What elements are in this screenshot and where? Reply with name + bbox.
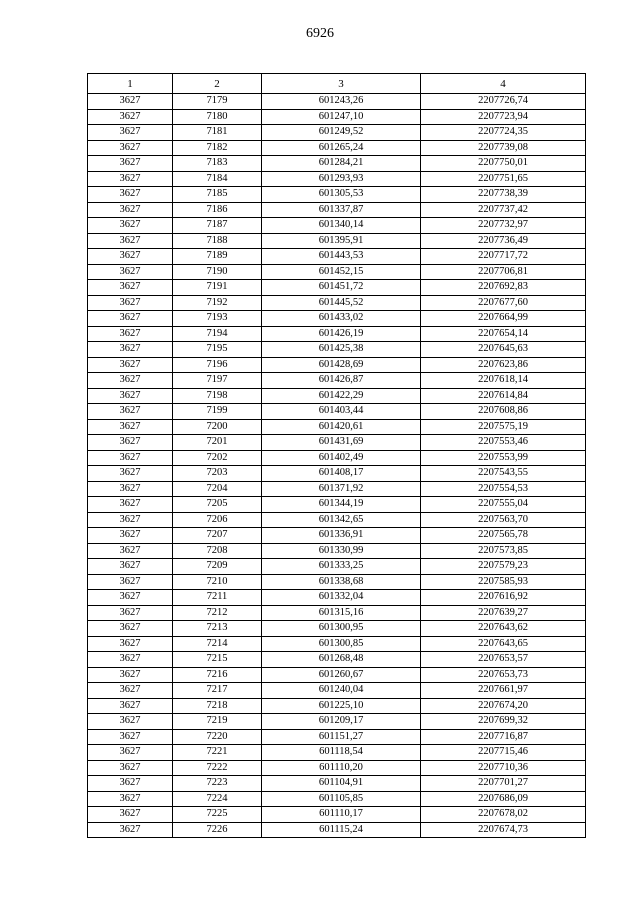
table-cell: 601315,16 <box>262 605 421 621</box>
table-cell: 601293,93 <box>262 171 421 187</box>
table-cell: 601240,04 <box>262 683 421 699</box>
table-cell: 3627 <box>88 791 173 807</box>
table-cell: 3627 <box>88 760 173 776</box>
table-row <box>88 373 586 389</box>
table-cell: 3627 <box>88 295 173 311</box>
table-cell: 7198 <box>173 388 262 404</box>
table-cell: 2207674,73 <box>421 822 586 838</box>
table-cell: 2207677,60 <box>421 295 586 311</box>
table-cell: 601402,49 <box>262 450 421 466</box>
table-cell: 7208 <box>173 543 262 559</box>
table-row <box>88 574 586 590</box>
table-cell: 601268,48 <box>262 652 421 668</box>
table-row <box>88 156 586 172</box>
table-cell: 3627 <box>88 404 173 420</box>
table-cell: 2207653,57 <box>421 652 586 668</box>
table-cell: 7209 <box>173 559 262 575</box>
table-cell: 7211 <box>173 590 262 606</box>
table-cell: 2207575,19 <box>421 419 586 435</box>
table-cell: 3627 <box>88 636 173 652</box>
table-cell: 3627 <box>88 574 173 590</box>
table-cell: 601452,15 <box>262 264 421 280</box>
table-row <box>88 280 586 296</box>
table-cell: 2207661,97 <box>421 683 586 699</box>
table-cell: 2207724,35 <box>421 125 586 141</box>
table-cell: 601340,14 <box>262 218 421 234</box>
table-cell: 601151,27 <box>262 729 421 745</box>
column-header: 3 <box>262 74 421 94</box>
table-cell: 2207585,93 <box>421 574 586 590</box>
table-cell: 2207692,83 <box>421 280 586 296</box>
table-row <box>88 202 586 218</box>
table-cell: 2207554,53 <box>421 481 586 497</box>
table-cell: 601408,17 <box>262 466 421 482</box>
table-cell: 2207643,65 <box>421 636 586 652</box>
table-cell: 7221 <box>173 745 262 761</box>
table-cell: 601105,85 <box>262 791 421 807</box>
table-cell: 601445,52 <box>262 295 421 311</box>
table-cell: 3627 <box>88 543 173 559</box>
table-cell: 601443,53 <box>262 249 421 265</box>
table-cell: 2207710,36 <box>421 760 586 776</box>
table-cell: 3627 <box>88 187 173 203</box>
table-cell: 601426,19 <box>262 326 421 342</box>
table-cell: 601403,44 <box>262 404 421 420</box>
table-cell: 7224 <box>173 791 262 807</box>
table-row <box>88 311 586 327</box>
table-cell: 2207664,99 <box>421 311 586 327</box>
table-cell: 3627 <box>88 156 173 172</box>
table-cell: 7201 <box>173 435 262 451</box>
table-cell: 3627 <box>88 435 173 451</box>
table-cell: 2207723,94 <box>421 109 586 125</box>
table-cell: 7205 <box>173 497 262 513</box>
table-cell: 2207639,27 <box>421 605 586 621</box>
table-cell: 2207555,04 <box>421 497 586 513</box>
table-row <box>88 295 586 311</box>
table-cell: 2207614,84 <box>421 388 586 404</box>
table-cell: 601260,67 <box>262 667 421 683</box>
table-cell: 2207751,65 <box>421 171 586 187</box>
table-cell: 7191 <box>173 280 262 296</box>
table-cell: 2207618,14 <box>421 373 586 389</box>
table-cell: 2207706,81 <box>421 264 586 280</box>
table-cell: 2207645,63 <box>421 342 586 358</box>
table-cell: 3627 <box>88 714 173 730</box>
table-cell: 3627 <box>88 249 173 265</box>
table-cell: 7225 <box>173 807 262 823</box>
table-row <box>88 435 586 451</box>
table-row <box>88 760 586 776</box>
table-cell: 7182 <box>173 140 262 156</box>
table-row <box>88 590 586 606</box>
table-cell: 3627 <box>88 94 173 110</box>
table-row <box>88 233 586 249</box>
table-cell: 2207553,99 <box>421 450 586 466</box>
table-cell: 7213 <box>173 621 262 637</box>
table-cell: 601110,20 <box>262 760 421 776</box>
table-cell: 2207654,14 <box>421 326 586 342</box>
table-cell: 3627 <box>88 822 173 838</box>
table-cell: 601422,29 <box>262 388 421 404</box>
table-cell: 3627 <box>88 559 173 575</box>
table-cell: 7187 <box>173 218 262 234</box>
table-row <box>88 543 586 559</box>
table-cell: 601428,69 <box>262 357 421 373</box>
table-cell: 3627 <box>88 342 173 358</box>
table-cell: 7223 <box>173 776 262 792</box>
table-cell: 7181 <box>173 125 262 141</box>
table-cell: 3627 <box>88 357 173 373</box>
table-cell: 2207616,92 <box>421 590 586 606</box>
table-cell: 7183 <box>173 156 262 172</box>
table-cell: 3627 <box>88 807 173 823</box>
table-body <box>88 94 586 838</box>
table-row <box>88 528 586 544</box>
table-cell: 2207674,20 <box>421 698 586 714</box>
table-cell: 2207686,09 <box>421 791 586 807</box>
table-row <box>88 249 586 265</box>
table-cell: 3627 <box>88 729 173 745</box>
table-cell: 2207699,32 <box>421 714 586 730</box>
table-cell: 7196 <box>173 357 262 373</box>
table-cell: 2207739,08 <box>421 140 586 156</box>
table-row <box>88 140 586 156</box>
table-cell: 3627 <box>88 373 173 389</box>
table-cell: 3627 <box>88 233 173 249</box>
table-cell: 2207716,87 <box>421 729 586 745</box>
table-cell: 601249,52 <box>262 125 421 141</box>
table-cell: 3627 <box>88 264 173 280</box>
table-row <box>88 187 586 203</box>
table-cell: 601243,26 <box>262 94 421 110</box>
table-cell: 601332,04 <box>262 590 421 606</box>
table-cell: 7190 <box>173 264 262 280</box>
table-row <box>88 559 586 575</box>
table-cell: 7189 <box>173 249 262 265</box>
table-row <box>88 450 586 466</box>
table-row <box>88 822 586 838</box>
table-cell: 601118,54 <box>262 745 421 761</box>
table-cell: 601300,85 <box>262 636 421 652</box>
table-row <box>88 621 586 637</box>
table-cell: 601433,02 <box>262 311 421 327</box>
table-cell: 601344,19 <box>262 497 421 513</box>
table-cell: 7207 <box>173 528 262 544</box>
table-row <box>88 125 586 141</box>
table-cell: 7220 <box>173 729 262 745</box>
table-cell: 3627 <box>88 745 173 761</box>
table-cell: 3627 <box>88 466 173 482</box>
table-cell: 2207726,74 <box>421 94 586 110</box>
table-cell: 3627 <box>88 140 173 156</box>
table-cell: 601330,99 <box>262 543 421 559</box>
table-cell: 2207653,73 <box>421 667 586 683</box>
table-row <box>88 388 586 404</box>
table-row <box>88 326 586 342</box>
table-row <box>88 109 586 125</box>
table-cell: 601225,10 <box>262 698 421 714</box>
table-cell: 3627 <box>88 450 173 466</box>
table-cell: 601336,91 <box>262 528 421 544</box>
table-cell: 2207715,46 <box>421 745 586 761</box>
table-row <box>88 357 586 373</box>
table-row <box>88 171 586 187</box>
table-cell: 7217 <box>173 683 262 699</box>
table-cell: 601337,87 <box>262 202 421 218</box>
table-row <box>88 698 586 714</box>
table-row <box>88 683 586 699</box>
table-cell: 3627 <box>88 683 173 699</box>
table-cell: 2207543,55 <box>421 466 586 482</box>
table-cell: 3627 <box>88 590 173 606</box>
table-cell: 7186 <box>173 202 262 218</box>
table-cell: 7226 <box>173 822 262 838</box>
table-row <box>88 605 586 621</box>
table-cell: 601115,24 <box>262 822 421 838</box>
table-cell: 3627 <box>88 667 173 683</box>
table-cell: 3627 <box>88 326 173 342</box>
table-cell: 601395,91 <box>262 233 421 249</box>
table-row <box>88 807 586 823</box>
table-cell: 2207732,97 <box>421 218 586 234</box>
table-cell: 7185 <box>173 187 262 203</box>
page-number: 6926 <box>306 26 334 41</box>
table-row <box>88 512 586 528</box>
table-cell: 7218 <box>173 698 262 714</box>
table-cell: 7202 <box>173 450 262 466</box>
table-row <box>88 652 586 668</box>
table-cell: 7188 <box>173 233 262 249</box>
table-row <box>88 745 586 761</box>
column-header: 4 <box>421 74 586 94</box>
table-row <box>88 481 586 497</box>
table-row <box>88 264 586 280</box>
table-cell: 601451,72 <box>262 280 421 296</box>
table-row <box>88 94 586 110</box>
table-cell: 7219 <box>173 714 262 730</box>
table-row <box>88 466 586 482</box>
table-cell: 2207579,23 <box>421 559 586 575</box>
table-cell: 3627 <box>88 621 173 637</box>
table-cell: 601426,87 <box>262 373 421 389</box>
table-cell: 7179 <box>173 94 262 110</box>
table-cell: 601265,24 <box>262 140 421 156</box>
table-row <box>88 342 586 358</box>
table-cell: 2207565,78 <box>421 528 586 544</box>
table-cell: 601247,10 <box>262 109 421 125</box>
table-cell: 601209,17 <box>262 714 421 730</box>
table-row <box>88 218 586 234</box>
table-row <box>88 729 586 745</box>
table-row <box>88 714 586 730</box>
table-cell: 3627 <box>88 776 173 792</box>
table-cell: 2207608,86 <box>421 404 586 420</box>
table-cell: 601110,17 <box>262 807 421 823</box>
column-header: 2 <box>173 74 262 94</box>
table-cell: 2207563,70 <box>421 512 586 528</box>
table-cell: 7204 <box>173 481 262 497</box>
table-cell: 3627 <box>88 512 173 528</box>
table-cell: 7200 <box>173 419 262 435</box>
table-cell: 2207701,27 <box>421 776 586 792</box>
table-cell: 601284,21 <box>262 156 421 172</box>
table-cell: 3627 <box>88 218 173 234</box>
table-cell: 7203 <box>173 466 262 482</box>
table-row <box>88 636 586 652</box>
table-cell: 7214 <box>173 636 262 652</box>
table-cell: 2207678,02 <box>421 807 586 823</box>
coordinates-table <box>87 73 586 838</box>
table-cell: 601425,38 <box>262 342 421 358</box>
table-cell: 601431,69 <box>262 435 421 451</box>
table-cell: 7184 <box>173 171 262 187</box>
table-row <box>88 776 586 792</box>
table-cell: 601420,61 <box>262 419 421 435</box>
table-cell: 7193 <box>173 311 262 327</box>
table-header-row <box>88 74 586 94</box>
table-cell: 3627 <box>88 528 173 544</box>
table-row <box>88 404 586 420</box>
table-cell: 601338,68 <box>262 574 421 590</box>
table-cell: 3627 <box>88 481 173 497</box>
table-cell: 2207553,46 <box>421 435 586 451</box>
table-cell: 3627 <box>88 497 173 513</box>
table-cell: 7206 <box>173 512 262 528</box>
table-cell: 7180 <box>173 109 262 125</box>
table-cell: 3627 <box>88 109 173 125</box>
table-cell: 7222 <box>173 760 262 776</box>
table-cell: 601342,65 <box>262 512 421 528</box>
table-cell: 601371,92 <box>262 481 421 497</box>
table-cell: 7212 <box>173 605 262 621</box>
table-cell: 3627 <box>88 202 173 218</box>
table-cell: 601333,25 <box>262 559 421 575</box>
table-cell: 7197 <box>173 373 262 389</box>
table-cell: 7192 <box>173 295 262 311</box>
table-cell: 601300,95 <box>262 621 421 637</box>
table-cell: 3627 <box>88 652 173 668</box>
table-row <box>88 497 586 513</box>
table-cell: 2207573,85 <box>421 543 586 559</box>
table-cell: 2207737,42 <box>421 202 586 218</box>
table-cell: 3627 <box>88 280 173 296</box>
table-cell: 2207750,01 <box>421 156 586 172</box>
table-cell: 2207643,62 <box>421 621 586 637</box>
table-cell: 3627 <box>88 171 173 187</box>
table-cell: 7195 <box>173 342 262 358</box>
table-cell: 2207738,39 <box>421 187 586 203</box>
table-cell: 601305,53 <box>262 187 421 203</box>
table-cell: 3627 <box>88 698 173 714</box>
table-cell: 3627 <box>88 605 173 621</box>
table-cell: 601104,91 <box>262 776 421 792</box>
table-cell: 3627 <box>88 419 173 435</box>
table-cell: 7210 <box>173 574 262 590</box>
table-cell: 7194 <box>173 326 262 342</box>
table-row <box>88 419 586 435</box>
table-cell: 2207736,49 <box>421 233 586 249</box>
table-row <box>88 667 586 683</box>
table-cell: 3627 <box>88 388 173 404</box>
table-cell: 7215 <box>173 652 262 668</box>
table-cell: 2207717,72 <box>421 249 586 265</box>
table-cell: 3627 <box>88 311 173 327</box>
table-cell: 2207623,86 <box>421 357 586 373</box>
table-cell: 7199 <box>173 404 262 420</box>
table-cell: 7216 <box>173 667 262 683</box>
table-cell: 3627 <box>88 125 173 141</box>
column-header: 1 <box>88 74 173 94</box>
table-row <box>88 791 586 807</box>
